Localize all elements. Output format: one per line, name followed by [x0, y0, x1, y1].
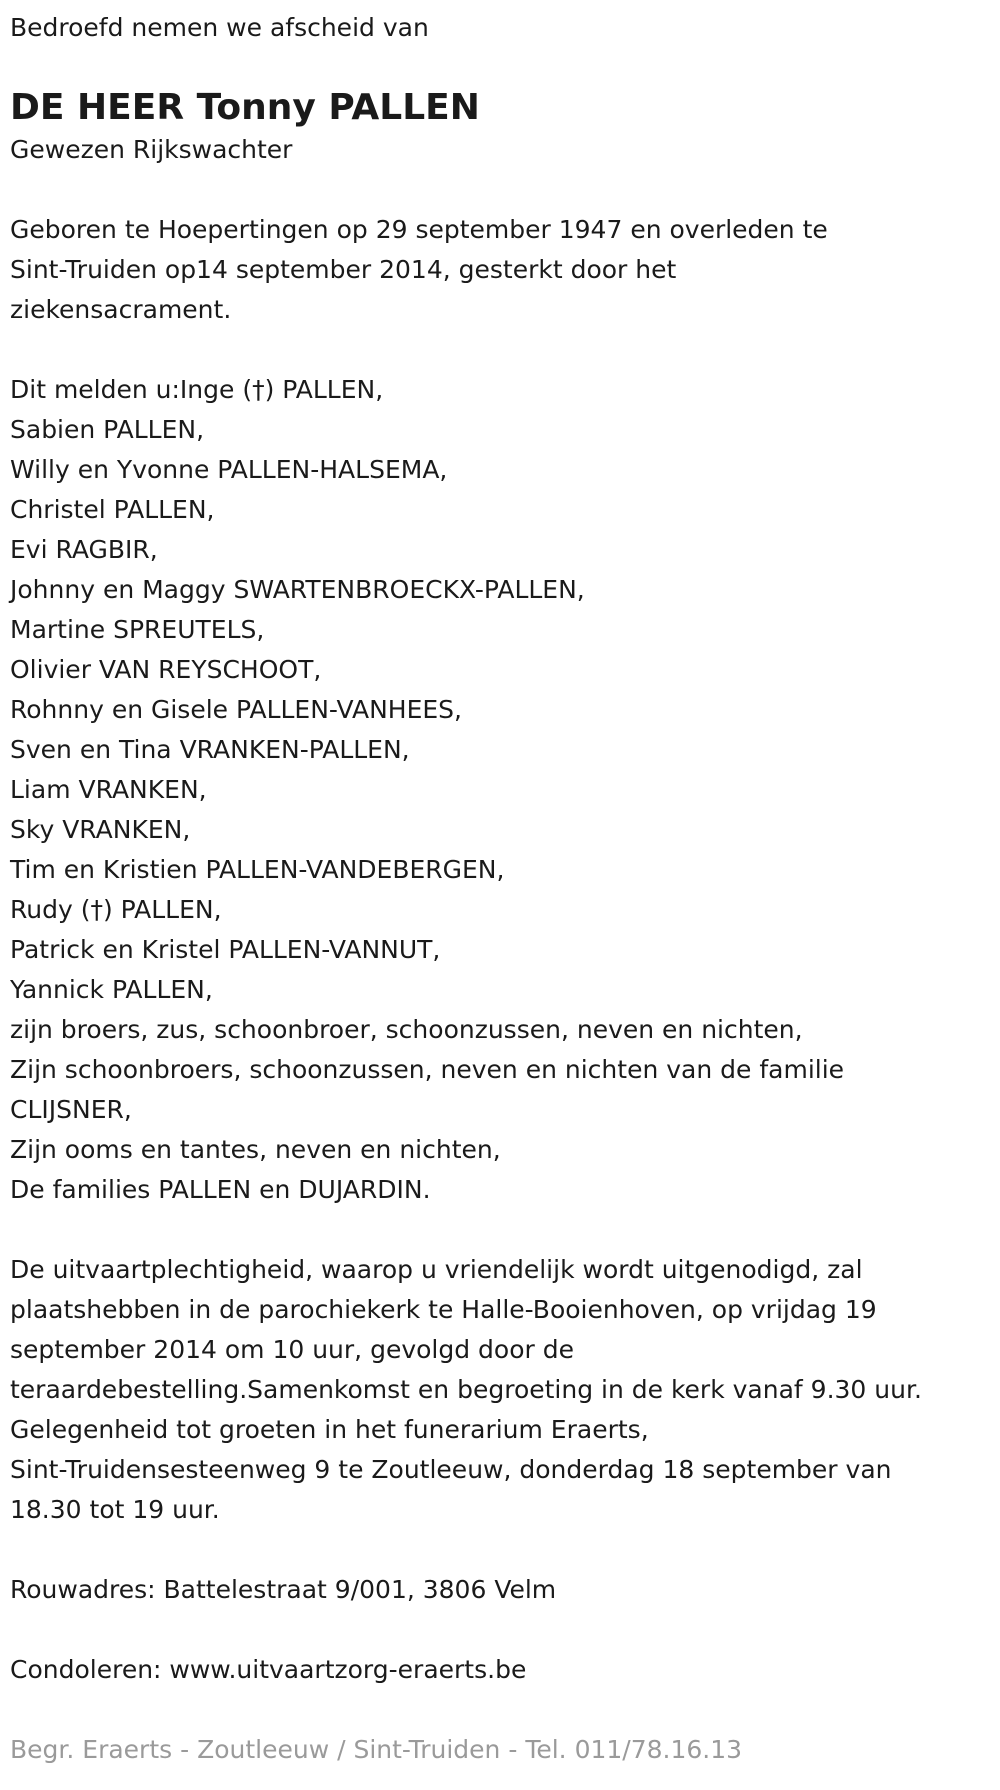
ceremony-line: september 2014 om 10 uur, gevolgd door de: [10, 1335, 574, 1364]
ceremony-line: Sint-Truidensesteenweg 9 te Zoutleeuw, donderdag 18 september van: [10, 1455, 892, 1484]
birth-death-line: Sint-Truiden op14 september 2014, gesterkt door het: [10, 255, 677, 284]
deceased-name: DE HEER Tonny PALLEN: [10, 87, 480, 128]
ceremony-paragraph: [10, 1250, 990, 1530]
mourner-line: zijn broers, zus, schoonbroer, schoonzussen, neven en nichten,: [10, 1015, 803, 1044]
mourning-address: Rouwadres: Battelestraat 9/001, 3806 Velm: [10, 1575, 557, 1604]
ceremony-line: De uitvaartplechtigheid, waarop u vriendelijk wordt uitgenodigd, zal: [10, 1255, 863, 1284]
birth-death-line: Geboren te Hoepertingen op 29 september 1947 en overleden te: [10, 215, 828, 244]
condolences-text: Condoleren: www.uitvaartzorg-eraerts.be: [10, 1655, 527, 1684]
mourners-list: [10, 370, 990, 1210]
mourner-line: Rudy (†) PALLEN,: [10, 895, 222, 924]
mourner-line: Christel PALLEN,: [10, 495, 215, 524]
mourner-line: Zijn schoonbroers, schoonzussen, neven en nichten van de familie: [10, 1055, 845, 1084]
ceremony-line: 18.30 tot 19 uur.: [10, 1495, 220, 1524]
mourner-line: Tim en Kristien PALLEN-VANDEBERGEN,: [10, 855, 505, 884]
mourner-line: Sven en Tina VRANKEN-PALLEN,: [10, 735, 410, 764]
mourner-line: De families PALLEN en DUJARDIN.: [10, 1175, 431, 1204]
mourner-line: Willy en Yvonne PALLEN-HALSEMA,: [10, 455, 448, 484]
mourner-line: Yannick PALLEN,: [10, 975, 213, 1004]
mourner-line: CLIJSNER,: [10, 1095, 132, 1124]
mourner-line: Rohnny en Gisele PALLEN-VANHEES,: [10, 695, 462, 724]
mourner-line: Olivier VAN REYSCHOOT,: [10, 655, 322, 684]
mourner-line: Zijn ooms en tantes, neven en nichten,: [10, 1135, 501, 1164]
birth-death-line: ziekensacrament.: [10, 295, 232, 324]
mourner-line: Liam VRANKEN,: [10, 775, 207, 804]
mourner-line: Sky VRANKEN,: [10, 815, 191, 844]
mourner-line: Patrick en Kristel PALLEN-VANNUT,: [10, 935, 441, 964]
mourner-line: Evi RAGBIR,: [10, 535, 158, 564]
deceased-title: Gewezen Rijkswachter: [10, 135, 293, 164]
ceremony-line: teraardebestelling.Samenkomst en begroeting in de kerk vanaf 9.30 uur.: [10, 1375, 922, 1404]
undertaker-footer: Begr. Eraerts - Zoutleeuw / Sint-Truiden - Tel. 011/78.16.13: [10, 1735, 743, 1764]
ceremony-line: Gelegenheid tot groeten in het funerarium Eraerts,: [10, 1415, 649, 1444]
mourner-line: Sabien PALLEN,: [10, 415, 205, 444]
ceremony-line: plaatshebben in de parochiekerk te Halle-Booienhoven, op vrijdag 19: [10, 1295, 877, 1324]
mourner-line: Johnny en Maggy SWARTENBROECKX-PALLEN,: [10, 575, 585, 604]
intro-text: Bedroefd nemen we afscheid van: [10, 13, 429, 42]
mourner-line: Martine SPREUTELS,: [10, 615, 265, 644]
mourner-line: Dit melden u:Inge (†) PALLEN,: [10, 375, 384, 404]
birth-death-paragraph: [10, 210, 990, 330]
